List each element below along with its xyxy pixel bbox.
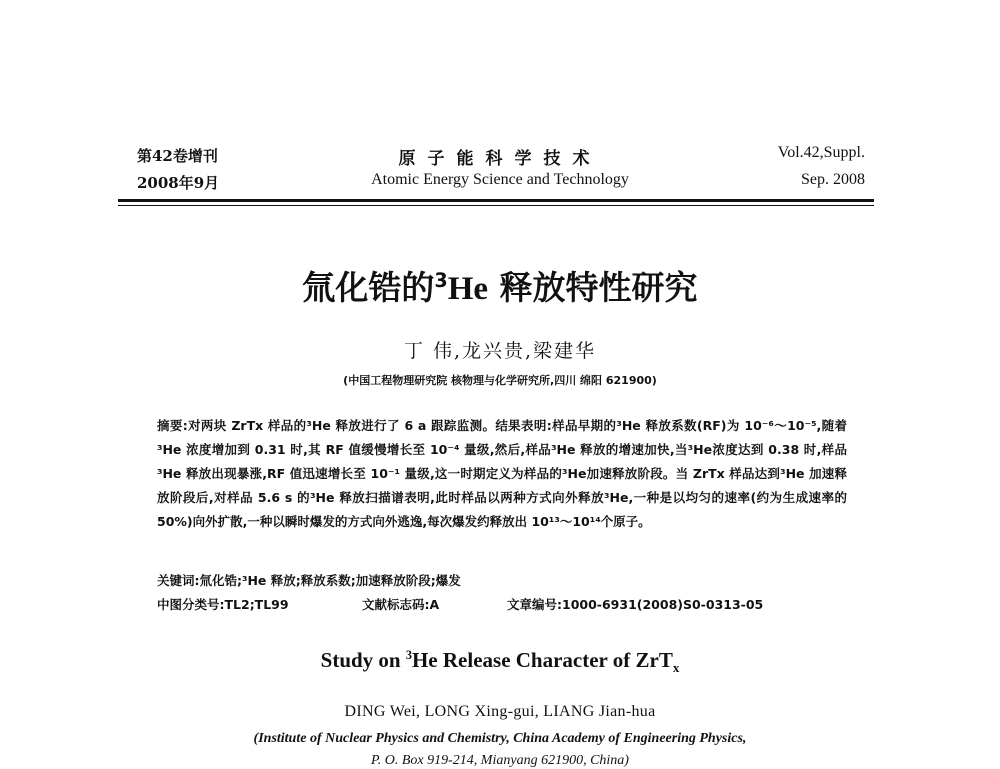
header-rule-thick [118, 199, 874, 202]
abstract-label: 摘要: [157, 418, 188, 433]
paper-title-en [0, 648, 1000, 676]
title-en-isotope-sup: 3 [405, 648, 412, 662]
document-code: 文献标志码:A [362, 597, 440, 612]
title-cn-element: He [447, 271, 489, 307]
volume-label-en: Vol.42,Suppl. [777, 144, 865, 161]
title-cn-suffix: 释放特性研究 [488, 268, 698, 307]
clc-number: 中图分类号:TL2;TL99 [157, 597, 289, 612]
date-label-cn: 2008年9月 [137, 174, 220, 192]
authors-en: DING Wei, LONG Xing-gui, LIANG Jian-hua [344, 703, 656, 720]
abstract-cn [157, 414, 847, 534]
paper-title-cn [0, 262, 1000, 309]
classification-line [157, 595, 763, 613]
article-number: 文章编号:1000-6931(2008)S0-0313-05 [507, 597, 764, 612]
title-cn-prefix: 氚化锆的 [302, 268, 435, 307]
header-rule-thin [118, 205, 874, 206]
affiliation-en: (Institute of Nuclear Physics and Chemistry, China Academy of Engineering Physics, [253, 731, 747, 746]
title-en-middle: He Release Character of ZrT [411, 648, 673, 672]
volume-label-cn: 第42卷增刊 [137, 147, 218, 165]
keywords-label: 关键词: [157, 573, 200, 588]
keywords-text: 氚化锆;³He 释放;释放系数;加速释放阶段;爆发 [199, 573, 461, 588]
authors-cn: 丁 伟,龙兴贵,梁建华 [403, 340, 597, 362]
title-en-subscript: x [672, 660, 680, 676]
keywords-cn [157, 571, 461, 589]
affiliation-en-line-2: P. O. Box 919-214, Mianyang 621900, China) [371, 753, 629, 768]
journal-name-cn: 原子能科学技术 [398, 149, 602, 169]
abstract-text: 对两块 ZrTx 样品的³He 释放进行了 6 a 跟踪监测。结果表明:样品早期的³He 释放系数(RF)为 10⁻⁶～10⁻⁵,随着³He 浓度增加到 0.31 时,其 RF 值缓慢增长至 10⁻⁴ 量级,然后,样品³He 释放的增速加快,当³He浓度达到 0.38 时,样品³He 释放出现暴涨,RF 值迅速增长至 10⁻¹ 量级,这一时期定义为样品的³He加速释放阶段。当 ZrTx 样品达到³He 加速释放阶段后,对样品 5.6 s 的³He 释放扫描谱表明,此时样品以两种方式向外释放³He,一种是以均匀的速率(约为生成速率的 50%)向外扩散,一种以瞬时爆发的方式向外逃逸,每次爆发约释放出 10¹³～10¹⁴个原子。 [157, 418, 848, 529]
affiliation-cn: (中国工程物理研究院 核物理与化学研究所,四川 绵阳 621900) [343, 374, 657, 387]
journal-name-en: Atomic Energy Science and Technology [371, 171, 629, 188]
date-label-en: Sep. 2008 [801, 171, 865, 188]
title-en-prefix: Study on [320, 648, 406, 672]
title-cn-isotope-sup: 3 [434, 269, 448, 292]
